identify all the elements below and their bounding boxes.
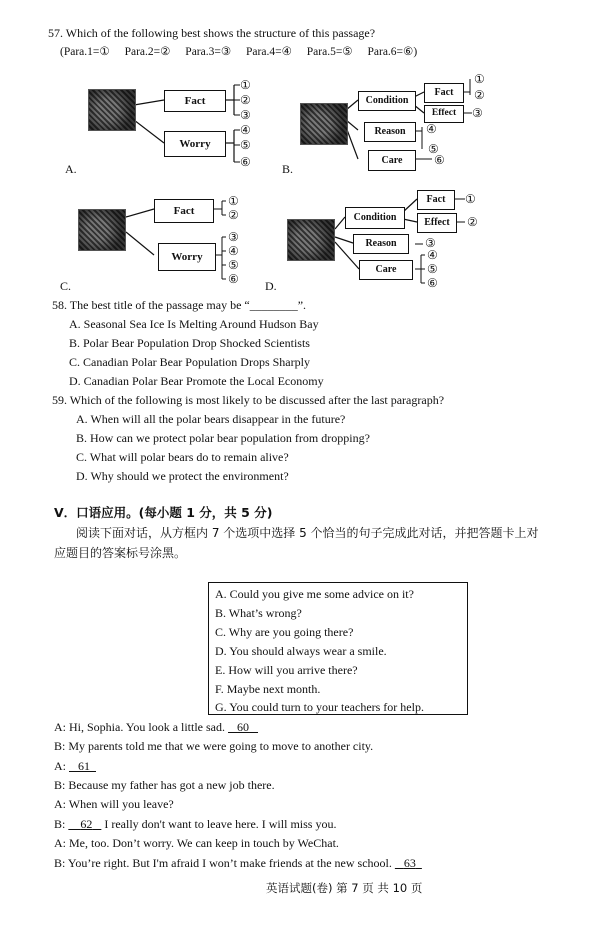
box-option: A. Could you give me some advice on it? <box>215 587 414 601</box>
num-6: ⑥ <box>427 276 438 290</box>
num-4: ④ <box>240 123 251 137</box>
polar-bear-image <box>300 103 348 145</box>
blank-number: 62 <box>80 817 93 831</box>
diagram-c <box>60 187 260 293</box>
worry-box: Worry <box>158 243 216 271</box>
polar-bear-image <box>287 219 335 261</box>
reason-box: Reason <box>364 122 416 142</box>
dialogue-line <box>54 760 96 772</box>
diagram-a <box>60 75 260 175</box>
dialogue-text: I really don't want to leave here. I will miss you. <box>104 817 337 831</box>
num-6: ⑥ <box>228 272 239 286</box>
fact-box: Fact <box>154 199 214 223</box>
dialogue-line <box>54 721 258 733</box>
para-map-item: Para.5=⑤ <box>306 46 353 58</box>
q59-stem: 59. Which of the following is most likely to be discussed after the last paragraph? <box>52 393 445 407</box>
num-4: ④ <box>426 122 437 136</box>
answer-blank <box>69 759 96 773</box>
para-map-item: (Para.1=① <box>60 46 110 58</box>
num-1: ① <box>465 192 476 206</box>
page-footer: 英语试题(卷) 第 7 页 共 10 页 <box>266 881 423 895</box>
num-6: ⑥ <box>240 155 251 169</box>
answer-blank <box>395 856 422 870</box>
polar-bear-image <box>78 209 126 251</box>
option-letter: C. <box>60 279 72 293</box>
num-2: ② <box>467 215 478 229</box>
num-5: ⑤ <box>427 262 438 276</box>
blank-number: 63 <box>403 856 416 870</box>
num-2: ② <box>228 208 239 222</box>
num-2: ② <box>240 93 251 107</box>
q58-stem: 58. The best title of the passage may be “________”. <box>52 298 307 312</box>
num-2: ② <box>474 88 485 102</box>
q59-option-d: D. Why should we protect the environment? <box>76 469 289 483</box>
num-3: ③ <box>472 106 483 120</box>
box-option: F. Maybe next month. <box>215 682 321 696</box>
dialogue-line: A: When will you leave? <box>54 797 174 811</box>
dialogue-line: B: Because my father has got a new job there. <box>54 778 275 792</box>
num-3: ③ <box>240 108 251 122</box>
num-1: ① <box>474 72 485 86</box>
para-map-item: Para.3=③ <box>185 46 232 58</box>
answer-blank <box>68 817 101 831</box>
q59-option-b: B. How can we protect polar bear population from dropping? <box>76 431 370 445</box>
q59-option-c: C. What will polar bears do to remain alive? <box>76 450 289 464</box>
num-1: ① <box>228 194 239 208</box>
answer-blank <box>228 720 258 734</box>
para-map-item: Para.4=④ <box>246 46 292 58</box>
num-5: ⑤ <box>428 142 439 156</box>
q59-option-a: A. When will all the polar bears disappear in the future? <box>76 412 346 426</box>
para-map-item: Para.6=⑥) <box>367 46 418 58</box>
box-option: E. How will you arrive there? <box>215 663 358 677</box>
option-letter: D. <box>265 279 277 293</box>
dialogue-line: B: My parents told me that we were going to move to another city. <box>54 739 374 753</box>
effect-box: Effect <box>424 105 464 123</box>
box-option: D. You should always wear a smile. <box>215 644 387 658</box>
reason-box: Reason <box>353 234 409 254</box>
option-letter: B. <box>282 162 294 176</box>
num-6: ⑥ <box>434 153 445 167</box>
fact-box: Fact <box>417 190 455 210</box>
fact-box: Fact <box>164 90 226 112</box>
dialogue-text: A: <box>54 759 66 773</box>
box-option: C. Why are you going there? <box>215 625 354 639</box>
num-4: ④ <box>228 244 239 258</box>
para-map-item: Para.2=② <box>124 46 171 58</box>
section-instruction: 应题目的答案标号涂黑。 <box>54 546 187 560</box>
blank-number: 61 <box>78 759 90 773</box>
section-instruction: 阅读下面对话，从方框内 7 个选项中选择 5 个恰当的句子完成此对话，并把答题卡上对 <box>76 526 539 540</box>
q58-option-b: B. Polar Bear Population Drop Shocked Scientists <box>69 336 310 350</box>
options-box <box>208 582 468 715</box>
q58-option-a: A. Seasonal Sea Ice Is Melting Around Hudson Bay <box>69 317 319 331</box>
q58-option-c: C. Canadian Polar Bear Population Drops Sharply <box>69 355 310 369</box>
care-box: Care <box>359 260 413 280</box>
effect-box: Effect <box>417 213 457 233</box>
diagram-d <box>265 187 495 293</box>
dialogue-line: A: Me, too. Don’t worry. We can keep in touch by WeChat. <box>54 836 339 850</box>
dialogue-text: A: Hi, Sophia. You look a little sad. <box>54 720 226 734</box>
num-3: ③ <box>228 230 239 244</box>
num-5: ⑤ <box>228 258 239 272</box>
dialogue-line <box>54 818 336 830</box>
worry-box: Worry <box>164 131 226 157</box>
num-1: ① <box>240 78 251 92</box>
option-letter: A. <box>65 162 77 176</box>
condition-box: Condition <box>345 207 405 229</box>
para-map <box>60 44 427 58</box>
section-heading: V．口语应用。(每小题 1 分，共 5 分) <box>54 505 273 520</box>
blank-number: 60 <box>237 720 250 734</box>
dialogue-line <box>54 857 422 869</box>
condition-box: Condition <box>358 91 416 111</box>
box-option: G. You could turn to your teachers for help. <box>215 700 424 714</box>
care-box: Care <box>368 150 416 171</box>
num-5: ⑤ <box>240 138 251 152</box>
q57-stem: 57. Which of the following best shows the structure of this passage? <box>48 26 376 40</box>
dialogue-text: B: You’re right. But I'm afraid I won’t make friends at the new school. <box>54 856 392 870</box>
polar-bear-image <box>88 89 136 131</box>
dialogue-text: B: <box>54 817 66 831</box>
box-option: B. What’s wrong? <box>215 606 302 620</box>
fact-box: Fact <box>424 83 464 103</box>
num-4: ④ <box>427 248 438 262</box>
num-3: ③ <box>425 236 436 250</box>
diagram-b <box>280 72 500 176</box>
q58-option-d: D. Canadian Polar Bear Promote the Local Economy <box>69 374 324 388</box>
